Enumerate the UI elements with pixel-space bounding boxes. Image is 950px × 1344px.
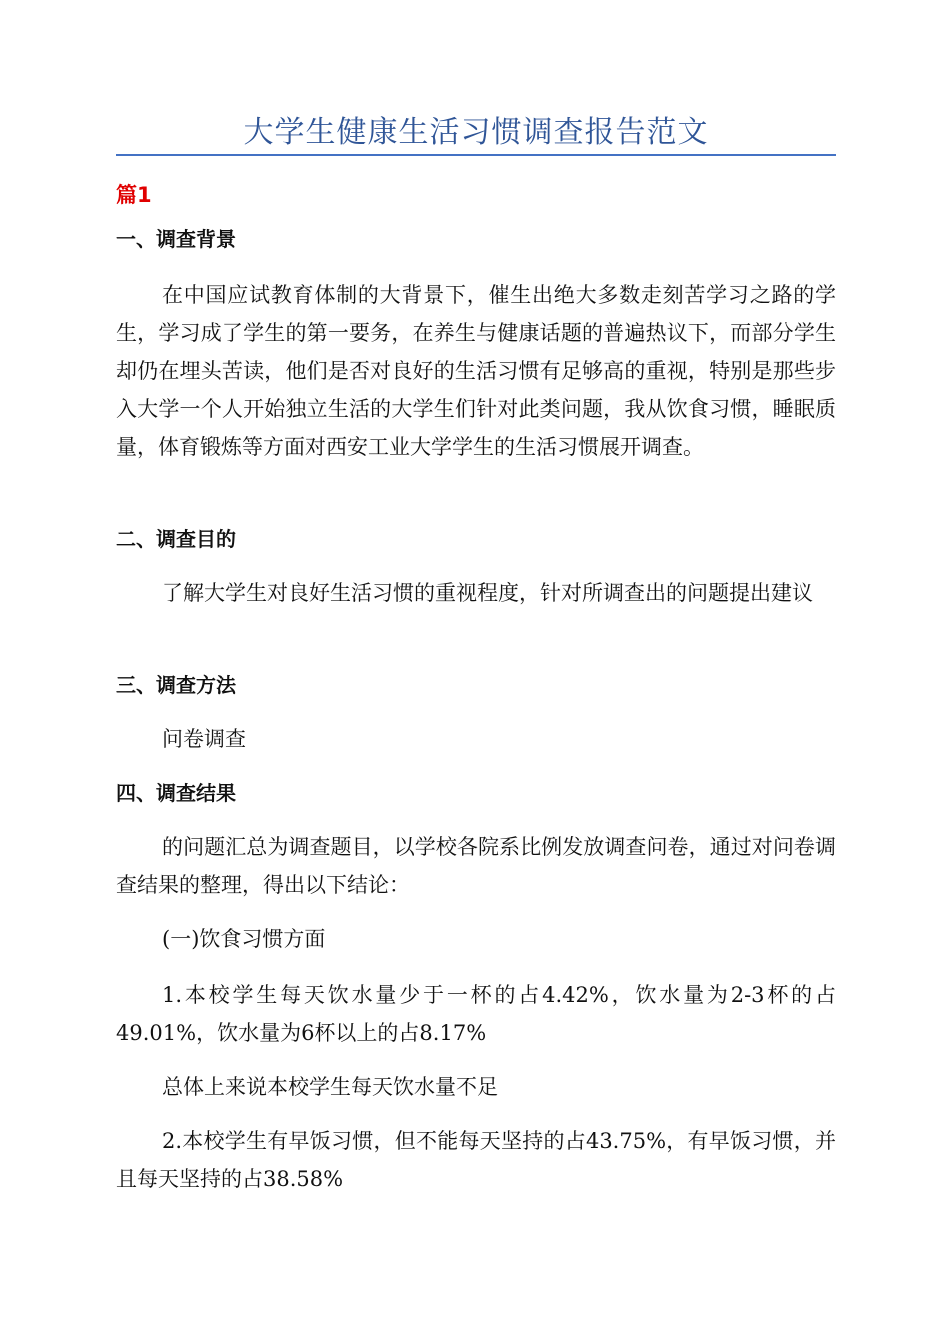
section-heading-purpose: 二、调查目的 [116,527,236,551]
paragraph-water-summary: 总体上来说本校学生每天饮水量不足 [162,1075,498,1099]
paragraph-method: 问卷调查 [162,727,246,751]
document-title: 大学生健康生活习惯调查报告范文 [243,115,709,150]
paragraph-water-intake: 1.本校学生每天饮水量少于一杯的占4.42%，饮水量为2-3杯的占49.01%，饮水量为6杯以上的占8.17% [116,983,836,1045]
part-label: 篇1 [116,183,152,207]
section-heading-method: 三、调查方法 [116,673,236,697]
paragraph-diet-subheading: (一)饮食习惯方面 [162,927,326,951]
paragraph-results-intro: 的问题汇总为调查题目，以学校各院系比例发放调查问卷，通过对问卷调查结果的整理，得出以下结论： [116,835,836,897]
paragraph-background: 在中国应试教育体制的大背景下，催生出绝大多数走刻苦学习之路的学生，学习成了学生的第一要务，在养生与健康话题的普遍热议下，而部分学生却仍在埋头苦读，他们是否对良好的生活习惯有足够高的重视，特别是那些步入大学一个人开始独立生活的大学生们针对此类问题，我从饮食习惯，睡眠质量，体育锻炼等方面对西安工业大学学生的生活习惯展开调查。 [116,283,836,459]
title-underline [116,154,836,156]
section-heading-results: 四、调查结果 [116,781,236,805]
paragraph-purpose: 了解大学生对良好生活习惯的重视程度，针对所调查出的问题提出建议 [162,581,813,605]
section-heading-background: 一、调查背景 [116,227,236,251]
paragraph-breakfast: 2.本校学生有早饭习惯，但不能每天坚持的占43.75%，有早饭习惯，并且每天坚持的占38.58% [116,1129,836,1191]
